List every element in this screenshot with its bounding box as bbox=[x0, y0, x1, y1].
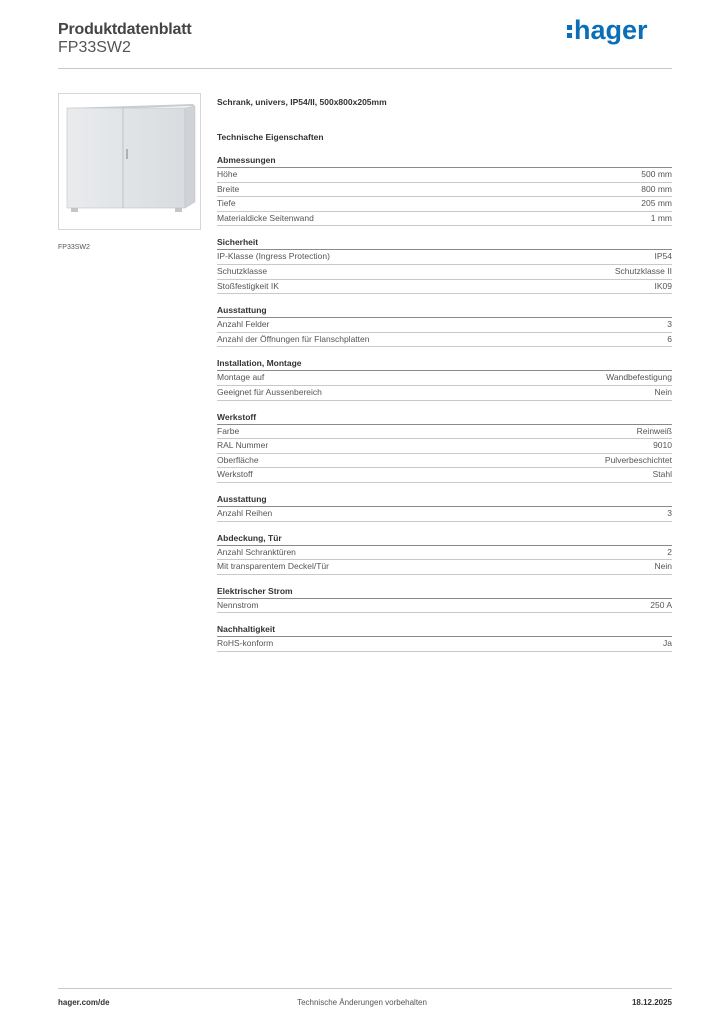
datasheet-content bbox=[217, 95, 672, 652]
property-label: Materialdicke Seitenwand bbox=[217, 212, 314, 223]
property-row bbox=[217, 560, 672, 575]
property-value: IK09 bbox=[654, 280, 672, 291]
footer-website[interactable]: hager.com/de bbox=[58, 998, 110, 1007]
logo-dot-bottom bbox=[567, 33, 572, 38]
property-row bbox=[217, 425, 672, 440]
property-row bbox=[217, 168, 672, 183]
property-sections bbox=[217, 154, 672, 652]
property-value: Wandbefestigung bbox=[606, 372, 672, 383]
property-value: 3 bbox=[667, 319, 672, 330]
property-value: Pulverbeschichtet bbox=[604, 454, 672, 465]
property-value: 9010 bbox=[653, 440, 672, 451]
image-caption: FP33SW2 bbox=[58, 244, 90, 251]
property-label: IP-Klasse (Ingress Protection) bbox=[217, 251, 330, 262]
footer-date: 18.12.2025 bbox=[631, 998, 672, 1007]
cabinet-illustration bbox=[59, 94, 200, 229]
property-value: 250 A bbox=[650, 599, 672, 610]
property-value: Nein bbox=[654, 386, 672, 397]
section-title: Elektrischer Strom bbox=[217, 585, 672, 599]
property-row bbox=[217, 265, 672, 280]
section-title: Sicherheit bbox=[217, 236, 672, 250]
section-title: Abdeckung, Tür bbox=[217, 532, 672, 546]
property-row bbox=[217, 386, 672, 401]
property-value: 3 bbox=[667, 507, 672, 518]
logo-dot-top bbox=[567, 25, 572, 30]
product-image bbox=[58, 93, 201, 230]
property-value: IP54 bbox=[654, 251, 672, 262]
property-value: 500 mm bbox=[641, 169, 672, 179]
property-label: RoHS-konform bbox=[217, 638, 274, 649]
section-title: Abmessungen bbox=[217, 154, 672, 168]
technical-properties-heading: Technische Eigenschaften bbox=[217, 132, 324, 142]
product-description: Schrank, univers, IP54/II, 500x800x205mm bbox=[217, 97, 387, 107]
property-section bbox=[217, 585, 672, 614]
property-section bbox=[217, 411, 672, 483]
property-label: Tiefe bbox=[217, 198, 236, 209]
property-label: Werkstoff bbox=[217, 469, 253, 480]
product-code: FP33SW2 bbox=[58, 39, 131, 56]
property-label: RAL Nummer bbox=[217, 440, 269, 451]
property-value: 800 mm bbox=[641, 183, 672, 194]
property-label: Breite bbox=[217, 183, 240, 194]
property-row bbox=[217, 280, 672, 295]
property-label: Geeignet für Aussenbereich bbox=[217, 386, 322, 397]
property-row bbox=[217, 371, 672, 386]
property-row bbox=[217, 454, 672, 469]
property-value: 205 mm bbox=[641, 198, 672, 209]
property-row bbox=[217, 637, 672, 652]
property-row bbox=[217, 333, 672, 348]
property-label: Anzahl Schranktüren bbox=[217, 546, 296, 557]
property-row bbox=[217, 197, 672, 212]
property-row bbox=[217, 183, 672, 198]
property-section bbox=[217, 304, 672, 347]
logo-wordmark: hager bbox=[574, 15, 648, 45]
property-label: Stoßfestigkeit IK bbox=[217, 280, 279, 291]
section-title: Werkstoff bbox=[217, 411, 672, 425]
header-divider bbox=[58, 68, 672, 69]
property-row bbox=[217, 439, 672, 454]
property-row bbox=[217, 546, 672, 561]
property-row bbox=[217, 212, 672, 227]
property-label: Oberfläche bbox=[217, 454, 259, 465]
property-label: Schutzklasse bbox=[217, 265, 268, 276]
section-title: Nachhaltigkeit bbox=[217, 623, 672, 637]
property-section bbox=[217, 493, 672, 522]
property-value: 6 bbox=[667, 333, 672, 344]
property-value: 2 bbox=[667, 546, 672, 557]
property-value: Ja bbox=[663, 638, 672, 649]
page-title: Produktdatenblatt bbox=[58, 21, 192, 38]
hager-logo[interactable] bbox=[566, 14, 658, 48]
property-section bbox=[217, 357, 672, 400]
section-title: Installation, Montage bbox=[217, 357, 672, 371]
property-row bbox=[217, 318, 672, 333]
property-section bbox=[217, 236, 672, 294]
property-row bbox=[217, 250, 672, 265]
property-label: Montage auf bbox=[217, 372, 265, 383]
property-value: 1 mm bbox=[650, 212, 672, 223]
property-value: Schutzklasse II bbox=[614, 265, 672, 276]
property-row bbox=[217, 599, 672, 614]
property-value: Nein bbox=[654, 561, 672, 572]
property-label: Anzahl der Öffnungen für Flanschplatten bbox=[217, 333, 370, 344]
footer-disclaimer: Technische Änderungen vorbehalten bbox=[297, 998, 427, 1007]
property-row bbox=[217, 507, 672, 522]
property-label: Anzahl Reihen bbox=[217, 507, 273, 518]
property-label: Anzahl Felder bbox=[217, 319, 270, 330]
property-label: Höhe bbox=[217, 169, 238, 179]
property-value: Stahl bbox=[652, 469, 672, 480]
section-title: Ausstattung bbox=[217, 493, 672, 507]
section-title: Ausstattung bbox=[217, 304, 672, 318]
property-label: Farbe bbox=[217, 425, 240, 436]
property-label: Mit transparentem Deckel/Tür bbox=[217, 561, 329, 572]
property-section bbox=[217, 154, 672, 226]
property-section bbox=[217, 532, 672, 575]
property-value: Reinweiß bbox=[636, 425, 672, 436]
property-row bbox=[217, 468, 672, 483]
footer-divider bbox=[58, 988, 672, 989]
property-section bbox=[217, 623, 672, 652]
property-label: Nennstrom bbox=[217, 599, 259, 610]
